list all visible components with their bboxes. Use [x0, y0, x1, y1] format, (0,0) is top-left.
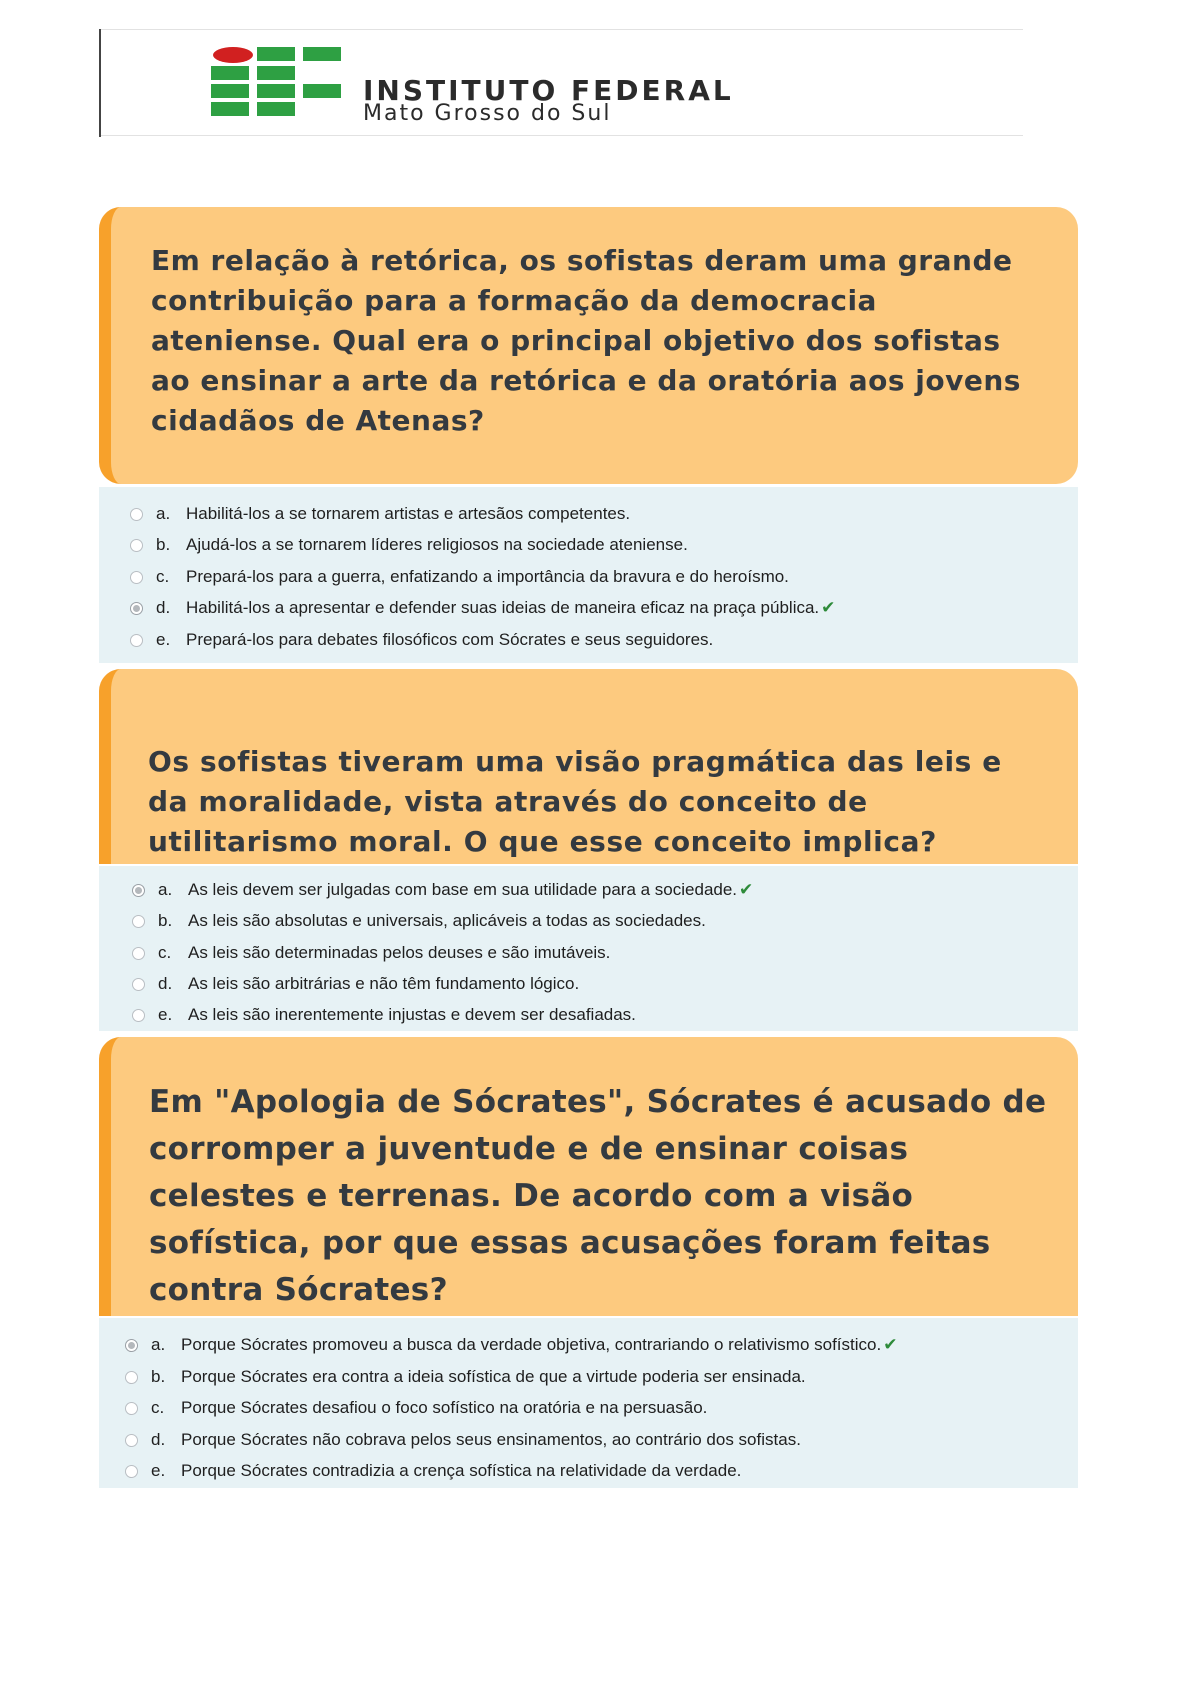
- option-letter: d.: [156, 598, 171, 617]
- answer-option-2b[interactable]: [132, 909, 706, 933]
- option-letter: c.: [158, 943, 172, 962]
- answer-option-2c[interactable]: [132, 941, 610, 965]
- option-label: As leis são determinadas pelos deuses e são imutáveis.: [188, 943, 611, 962]
- option-letter: d.: [158, 974, 173, 993]
- option-letter: b.: [151, 1367, 166, 1386]
- option-label: Porque Sócrates não cobrava pelos seus ensinamentos, ao contrário dos sofistas.: [181, 1430, 801, 1449]
- radio-button[interactable]: [125, 1402, 138, 1415]
- question-1-text: Em relação à retórica, os sofistas deram uma grande contribuição para a formação da democracia ateniense. Qual era o principal objetivo dos sofistas ao ensinar a arte da retórica e da oratória aos jovens cidadãos de Atenas?: [151, 244, 1021, 437]
- answer-option-3a[interactable]: [125, 1333, 897, 1357]
- option-label: Porque Sócrates promoveu a busca da verdade objetiva, contrariando o relativismo sofístico.: [181, 1335, 882, 1354]
- option-letter: d.: [151, 1430, 166, 1449]
- option-letter: e.: [158, 1005, 173, 1024]
- option-label: Porque Sócrates contradizia a crença sofística na relatividade da verdade.: [181, 1461, 742, 1480]
- question-2-answers: [99, 866, 1078, 1031]
- question-1-card: [99, 207, 1078, 484]
- option-label: Habilitá-los a se tornarem artistas e artesãos competentes.: [186, 504, 631, 523]
- question-3-card: [99, 1037, 1078, 1316]
- option-label: Habilitá-los a apresentar e defender suas ideias de maneira eficaz na praça pública.: [186, 598, 820, 617]
- radio-button[interactable]: [132, 1009, 145, 1022]
- ifms-logo-icon: [211, 47, 343, 117]
- radio-button[interactable]: [130, 634, 143, 647]
- radio-button[interactable]: [130, 571, 143, 584]
- radio-button[interactable]: [125, 1434, 138, 1447]
- logo-title: INSTITUTO FEDERAL: [363, 74, 734, 107]
- answer-option-1c[interactable]: [130, 565, 789, 589]
- radio-button[interactable]: [130, 508, 143, 521]
- header-divider-top: [101, 29, 1023, 30]
- option-label: As leis são inerentemente injustas e devem ser desafiadas.: [188, 1005, 636, 1024]
- logo-text: [363, 74, 734, 126]
- question-1-answers: [99, 487, 1078, 663]
- radio-button[interactable]: [132, 915, 145, 928]
- answer-option-1d[interactable]: [130, 596, 835, 620]
- option-label: As leis devem ser julgadas com base em sua utilidade para a sociedade.: [188, 880, 738, 899]
- option-label: Ajudá-los a se tornarem líderes religiosos na sociedade ateniense.: [186, 535, 688, 554]
- question-2-card: [99, 669, 1078, 864]
- answer-option-1e[interactable]: [130, 628, 713, 652]
- option-letter: b.: [156, 535, 171, 554]
- answer-option-3e[interactable]: [125, 1459, 741, 1483]
- checkmark-icon: ✔: [883, 1335, 898, 1355]
- option-label: Prepará-los para a guerra, enfatizando a importância da bravura e do heroísmo.: [186, 567, 789, 586]
- radio-button-selected[interactable]: [125, 1339, 138, 1352]
- question-3-answers: [99, 1318, 1078, 1488]
- option-label: Prepará-los para debates filosóficos com Sócrates e seus seguidores.: [186, 630, 714, 649]
- option-letter: c.: [156, 567, 170, 586]
- answer-option-3b[interactable]: [125, 1365, 806, 1389]
- option-letter: a.: [158, 880, 173, 899]
- radio-button[interactable]: [125, 1465, 138, 1478]
- checkmark-icon: ✔: [821, 598, 836, 618]
- radio-button-selected[interactable]: [132, 884, 145, 897]
- option-label: Porque Sócrates desafiou o foco sofístico na oratória e na persuasão.: [181, 1398, 708, 1417]
- option-letter: a.: [156, 504, 171, 523]
- option-letter: e.: [156, 630, 171, 649]
- radio-button[interactable]: [132, 978, 145, 991]
- checkmark-icon: ✔: [739, 880, 754, 900]
- option-label: As leis são absolutas e universais, aplicáveis a todas as sociedades.: [188, 911, 706, 930]
- answer-option-2a[interactable]: [132, 878, 753, 902]
- answer-option-2d[interactable]: [132, 972, 579, 996]
- question-2-text: Os sofistas tiveram uma visão pragmática das leis e da moralidade, vista através do conceito de utilitarismo moral. O que esse conceito implica?: [148, 745, 1002, 858]
- option-letter: a.: [151, 1335, 166, 1354]
- radio-button[interactable]: [132, 947, 145, 960]
- answer-option-1a[interactable]: [130, 502, 630, 526]
- question-3-text: Em "Apologia de Sócrates", Sócrates é acusado de corromper a juventude e de ensinar coisas celestes e terrenas. De acordo com a visão sofística, por que essas acusações foram feitas contra Sócrates?: [149, 1084, 1047, 1308]
- answer-option-1b[interactable]: [130, 533, 688, 557]
- option-letter: e.: [151, 1461, 166, 1480]
- option-label: Porque Sócrates era contra a ideia sofística de que a virtude poderia ser ensinada.: [181, 1367, 806, 1386]
- radio-button[interactable]: [130, 539, 143, 552]
- answer-option-3c[interactable]: [125, 1396, 707, 1420]
- radio-button[interactable]: [125, 1371, 138, 1384]
- answer-option-2e[interactable]: [132, 1003, 636, 1027]
- page-header: [99, 29, 1021, 137]
- option-label: As leis são arbitrárias e não têm fundamento lógico.: [188, 974, 580, 993]
- option-letter: c.: [151, 1398, 165, 1417]
- logo-subtitle: Mato Grosso do Sul: [363, 101, 612, 126]
- option-letter: b.: [158, 911, 173, 930]
- header-divider-bottom: [101, 135, 1023, 136]
- radio-button-selected[interactable]: [130, 602, 143, 615]
- answer-option-3d[interactable]: [125, 1428, 801, 1452]
